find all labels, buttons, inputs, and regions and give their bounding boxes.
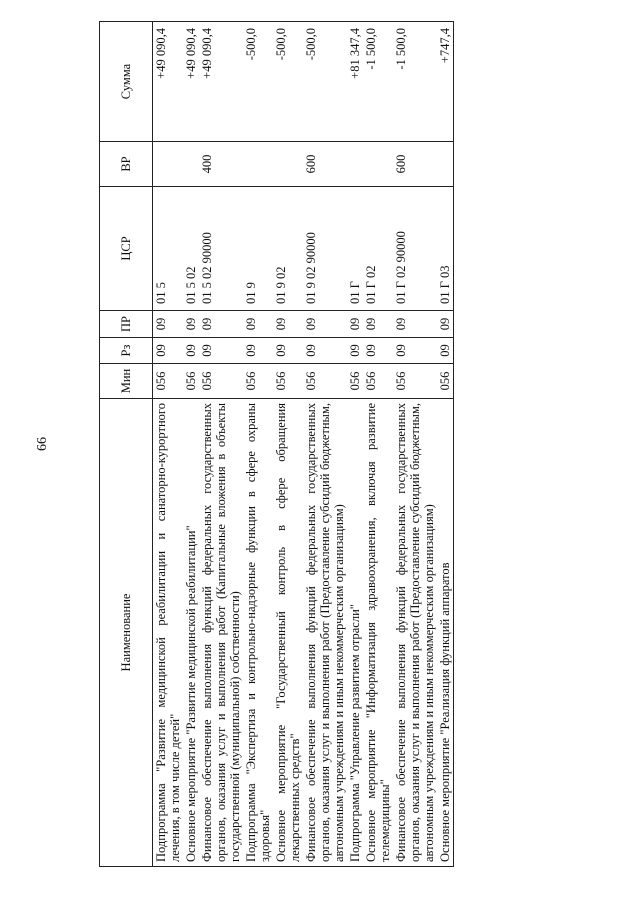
budget-table: [99, 21, 454, 867]
cell-vr: [153, 142, 184, 187]
cell-rz: 09: [393, 338, 437, 364]
cell-sum: +49 090,4: [183, 22, 199, 142]
cell-rz: 09: [437, 338, 454, 364]
cell-sum: +81 347,4: [347, 22, 363, 142]
cell-csr: 01 9: [243, 187, 273, 311]
cell-csr: 01 9 02: [273, 187, 303, 311]
cell-name: Финансовое обеспечение выполнения функций федеральных государственных органов, оказания услуг и выполнения работ (Капитальные вложения в объекты государственной (муниципальной) собственности): [199, 399, 243, 867]
cell-vr: [363, 142, 393, 187]
table-row: [363, 22, 393, 867]
cell-pr: 09: [243, 311, 273, 338]
cell-rz: 09: [273, 338, 303, 364]
cell-min: 056: [363, 364, 393, 399]
table-body: [153, 22, 454, 867]
cell-name: Финансовое обеспечение выполнения функций федеральных государственных органов, оказания услуг и выполнения работ (Предоставление субсидий бюджетным, автономным учреждениям и иным некоммерческим организациям): [393, 399, 437, 867]
table-row: [437, 22, 454, 867]
cell-vr: [437, 142, 454, 187]
table-header-row: [100, 22, 153, 867]
cell-pr: 09: [303, 311, 347, 338]
table-row: [243, 22, 273, 867]
table-row: [153, 22, 184, 867]
cell-csr: 01 5 02: [183, 187, 199, 311]
cell-csr: 01 5 02 90000: [199, 187, 243, 311]
header-sum: Сумма: [100, 22, 153, 142]
cell-pr: 09: [437, 311, 454, 338]
table-row: [303, 22, 347, 867]
cell-csr: 01 Г 02: [363, 187, 393, 311]
cell-csr: 01 Г 03: [437, 187, 454, 311]
cell-pr: 09: [347, 311, 363, 338]
cell-pr: 09: [393, 311, 437, 338]
cell-rz: 09: [363, 338, 393, 364]
header-min: Мин: [100, 364, 153, 399]
cell-vr: [347, 142, 363, 187]
cell-vr: [183, 142, 199, 187]
cell-csr: 01 5: [153, 187, 184, 311]
cell-rz: 09: [303, 338, 347, 364]
cell-rz: 09: [243, 338, 273, 364]
header-rz: Рз: [100, 338, 153, 364]
cell-sum: -500,0: [303, 22, 347, 142]
cell-pr: 09: [153, 311, 184, 338]
cell-name: Основное мероприятие "Реализация функций аппаратов: [437, 399, 454, 867]
header-csr: ЦСР: [100, 187, 153, 311]
cell-sum: +49 090,4: [199, 22, 243, 142]
cell-rz: 09: [347, 338, 363, 364]
page-number: 66: [35, 437, 50, 451]
cell-pr: 09: [363, 311, 393, 338]
cell-vr: [243, 142, 273, 187]
cell-min: 056: [273, 364, 303, 399]
cell-vr: 400: [199, 142, 243, 187]
cell-rz: 09: [199, 338, 243, 364]
cell-csr: 01 Г 02 90000: [393, 187, 437, 311]
cell-pr: 09: [183, 311, 199, 338]
rotated-page: [99, 22, 574, 867]
cell-pr: 09: [273, 311, 303, 338]
cell-name: Финансовое обеспечение выполнения функций федеральных государственных органов, оказания услуг и выполнения работ (Предоставление субсидий бюджетным, автономным учреждениям и иным некоммерческим организациям): [303, 399, 347, 867]
cell-vr: 600: [303, 142, 347, 187]
cell-min: 056: [347, 364, 363, 399]
table-row: [347, 22, 363, 867]
cell-min: 056: [303, 364, 347, 399]
cell-min: 056: [183, 364, 199, 399]
cell-min: 056: [393, 364, 437, 399]
cell-name: Подпрограмма "Развитие медицинской реабилитации и санаторно-курортного лечения, в том числе детей": [153, 399, 184, 867]
cell-name: Основное мероприятие "Государственный контроль в сфере обращения лекарственных средств": [273, 399, 303, 867]
cell-name: Основное мероприятие "Информатизация здравоохранения, включая развитие телемедицины": [363, 399, 393, 867]
header-pr: ПР: [100, 311, 153, 338]
cell-min: 056: [243, 364, 273, 399]
cell-min: 056: [199, 364, 243, 399]
table-row: [199, 22, 243, 867]
table-row: [393, 22, 437, 867]
header-name: Наименование: [100, 399, 153, 867]
cell-sum: +49 090,4: [153, 22, 184, 142]
cell-name: Подпрограмма "Управление развитием отрасли": [347, 399, 363, 867]
cell-vr: [273, 142, 303, 187]
table-row: [183, 22, 199, 867]
cell-name: Основное мероприятие "Развитие медицинской реабилитации": [183, 399, 199, 867]
cell-pr: 09: [199, 311, 243, 338]
cell-rz: 09: [153, 338, 184, 364]
cell-vr: 600: [393, 142, 437, 187]
cell-min: 056: [437, 364, 454, 399]
cell-sum: +747,4: [437, 22, 454, 142]
cell-name: Подпрограмма "Экспертиза и контрольно-надзорные функции в сфере охраны здоровья": [243, 399, 273, 867]
cell-sum: -1 500,0: [363, 22, 393, 142]
cell-rz: 09: [183, 338, 199, 364]
cell-csr: 01 9 02 90000: [303, 187, 347, 311]
cell-sum: -1 500,0: [393, 22, 437, 142]
cell-min: 056: [153, 364, 184, 399]
table-row: [273, 22, 303, 867]
header-vr: ВР: [100, 142, 153, 187]
cell-sum: -500,0: [273, 22, 303, 142]
cell-sum: -500,0: [243, 22, 273, 142]
cell-csr: 01 Г: [347, 187, 363, 311]
